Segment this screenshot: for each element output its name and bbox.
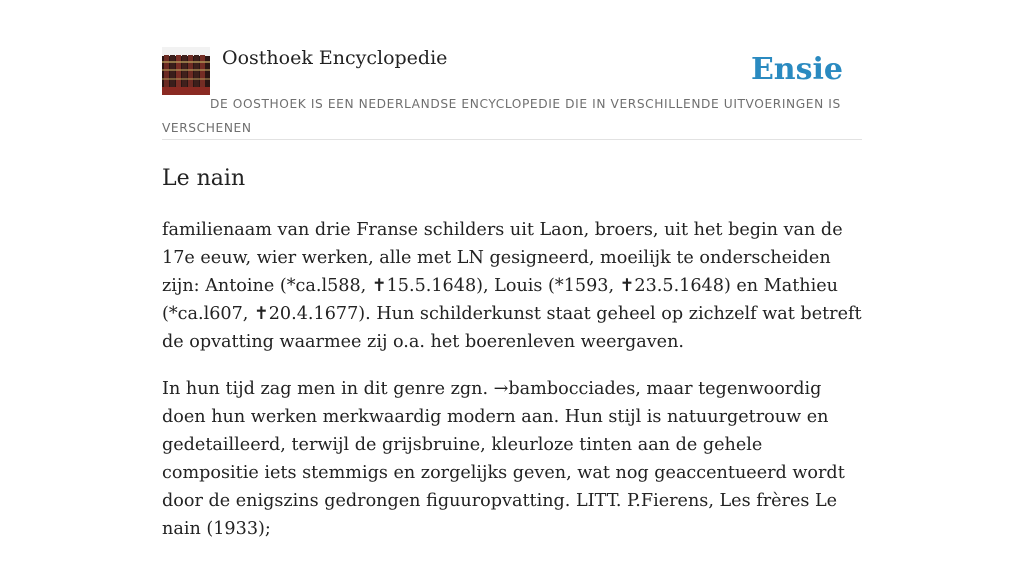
article-title: Le nain [162,166,246,191]
article-body [162,216,862,562]
article-paragraph: In hun tijd zag men in dit genre zgn. →bambocciades, maar tegenwoordig doen hun werken merkwaardig modern aan. Hun stijl is natuurgetrouw en gedetailleerd, terwijl de grijsbruine, kleurloze tinten aan de gehele compositie iets stemmigs en zorgelijks geven, wat nog geaccentueerd wordt door de enigszins gedrongen figuuropvatting. LITT. P.Fierens, Les frères Le nain (1933); [162,379,845,539]
bookshelf-avatar-icon[interactable] [162,47,210,95]
site-name[interactable]: Oosthoek Encyclopedie [222,47,448,69]
brand-logo[interactable]: Ensie [750,52,843,87]
header-divider [162,139,862,140]
page [162,0,862,539]
article-paragraph: familienaam van drie Franse schilders uit Laon, broers, uit het begin van de 17e eeuw, wier werken, alle met LN gesigneerd, moeilijk te onderscheiden zijn: Antoine (*ca.l588, ✝15.5.1648), Louis (*1593, ✝23.5.1648) en Mathieu (*ca.l607, ✝20.4.1677). Hun schilderkunst staat geheel op zichzelf wat betreft de opvatting waarmee zij o.a. het boerenleven weergaven. [162,220,862,352]
site-header [162,46,862,140]
site-tagline: DE OOSTHOEK IS EEN NEDERLANDSE ENCYCLOPEDIE DIE IN VERSCHILLENDE UITVOERINGEN IS VERSCHENEN [162,97,841,135]
